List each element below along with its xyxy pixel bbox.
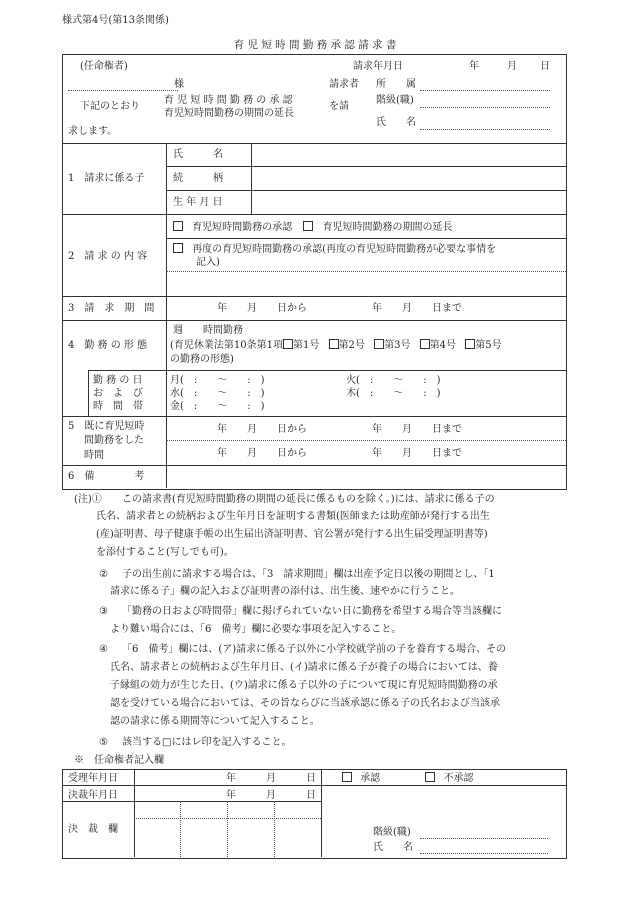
s4-no4: 第4号 [429, 340, 457, 351]
s2-label: 2 請 求 の 内 容 [68, 251, 148, 262]
checkbox-no3[interactable] [374, 339, 384, 349]
note-1-line-3: (産)証明書、母子健康手帳の出生届出済証明書、官公署が発行する出生届受理証明書等) [96, 529, 488, 540]
s3-to: 年 月 日まで [372, 303, 462, 314]
s4-week: 週 時間勤務 [173, 325, 243, 336]
s5-to-2: 年 月 日まで [372, 448, 462, 459]
s2-opt3-line2: 記入) [196, 257, 220, 268]
s5-from-1: 年 月 日から [217, 424, 307, 435]
appointer-section-title: ※ 任命権者記入欄 [74, 755, 164, 766]
s4-no3: 第3号 [384, 340, 411, 351]
s2-opt1: 育児短時間勤務の承認 [192, 222, 293, 233]
body-suffix: を請 [329, 101, 349, 112]
reject-label: 不承認 [443, 773, 474, 784]
day-tue: 火( : 〜 : ) [346, 375, 441, 386]
decided-ymd: 年 月 日 [226, 790, 316, 801]
note-4-line-2: 氏名、請求者との続柄および生年月日、(イ)請求に係る子が養子の場合においては、養 [110, 662, 498, 673]
days-label-1: 勤 務 の 日 [93, 375, 143, 386]
note-4-line-3: 子縁組の効力が生じた日、(ウ)請求に係る子以外の子について現に育児短時間勤務の承 [110, 680, 498, 691]
requester-label: 請求者 [329, 79, 359, 90]
note-3-mark: ③ [99, 606, 108, 617]
s3-label: 3 請 求 期 間 [68, 303, 155, 314]
decided-date-label: 決裁年月日 [68, 790, 118, 801]
request-date-label: 請求年月日 [353, 61, 403, 72]
child-birthdate-label: 生 年 月 日 [173, 197, 223, 208]
option-approval: 育 児 短 時 間 勤 務 の 承 認 [164, 95, 293, 106]
body-end: 求します。 [68, 126, 118, 137]
note-4-line-5: 認の請求に係る期間等について記入すること。 [110, 716, 320, 727]
checkbox-no5[interactable] [465, 339, 475, 349]
note-3-line-1: 「勤務の日および時間帯」欄に掲げられていない日に勤務を希望する場合等当該欄に [122, 606, 502, 617]
note-4-mark: ④ [99, 644, 108, 655]
note-1-line-1: この請求書(育児短時間勤務の期間の延長に係るものを除く。)には、請求に係る子の [122, 494, 495, 505]
page-title: 育 児 短 時 間 勤 務 承 認 請 求 書 [233, 39, 397, 51]
days-label-2: お よ び [93, 388, 143, 399]
day-fri: 金( : 〜 : ) [170, 401, 265, 412]
received-date-label: 受理年月日 [68, 773, 118, 784]
checkbox-extension[interactable] [303, 221, 313, 231]
appointer-name-label: 氏 名 [373, 842, 413, 853]
day-thu: 木( : 〜 : ) [346, 388, 441, 399]
note-4-line-1: 「6 備考」欄には、(ア)請求に係る子以外に小学校就学前の子を養育する場合、その [122, 644, 507, 655]
s5-to-1: 年 月 日まで [372, 424, 462, 435]
child-relation-label: 続 柄 [173, 173, 223, 184]
s6-label: 6 備 考 [68, 471, 145, 482]
s4-no2: 第2号 [338, 340, 365, 351]
s5-label-2: 間勤務をした [84, 435, 144, 446]
affiliation-label: 所 属 [376, 79, 416, 90]
name-label: 氏 名 [376, 117, 416, 128]
s4-form-end: の勤務の形態) [170, 354, 234, 365]
s4-law: (育児休業法第10条第1項 [170, 340, 283, 351]
kessai-label: 決 裁 欄 [68, 824, 118, 835]
s4-label: 4 勤 務 の 形 態 [68, 340, 148, 351]
appointer-grade-label: 階級(職) [373, 827, 411, 838]
s5-label-1: 5 既に育児短時 [68, 421, 145, 432]
form-number: 様式第4号(第13条関係) [62, 15, 169, 26]
days-label-3: 時 間 帯 [93, 401, 143, 412]
checkbox-approve[interactable] [342, 772, 352, 782]
note-2-mark: ② [99, 569, 108, 580]
checkbox-reapproval[interactable] [173, 243, 183, 253]
grade-label: 階級(職) [376, 95, 414, 106]
note-5-line-1: 該当する□にはレ印を記入すること。 [122, 737, 292, 748]
notes-prefix: (注)① [74, 494, 102, 505]
checkbox-no2[interactable] [329, 339, 339, 349]
sama-label: 様 [174, 79, 184, 90]
date-day: 日 [540, 61, 550, 72]
note-2-line-1: 子の出生前に請求する場合は、「3 請求期間」欄は出産予定日以後の期間とし、「1 [122, 569, 495, 580]
checkbox-no1[interactable] [283, 339, 293, 349]
body-prefix: 下記のとおり [80, 101, 140, 112]
appointer-label: (任命権者) [80, 61, 128, 72]
received-ymd: 年 月 日 [226, 773, 316, 784]
option-extension: 育児短時間勤務の期間の延長 [164, 108, 294, 119]
date-year: 年 [469, 61, 479, 72]
note-1-line-2: 氏名、請求者との続柄および生年月日を証明する書類(医師または助産師が発行する出生 [96, 511, 490, 522]
approval-row [342, 772, 474, 785]
s2-option-row2 [173, 243, 496, 256]
day-wed: 水( : 〜 : ) [170, 388, 265, 399]
s2-opt3: 再度の育児短時間勤務の承認(再度の育児短時間勤務が必要な事情を [192, 244, 497, 255]
s5-label-3: 時間 [84, 450, 104, 461]
note-1-line-4: を添付すること(写しでも可)。 [96, 547, 234, 558]
s5-from-2: 年 月 日から [217, 448, 307, 459]
checkbox-no4[interactable] [420, 339, 430, 349]
s4-no5: 第5号 [475, 340, 502, 351]
child-name-label: 氏 名 [173, 149, 223, 160]
checkbox-reject[interactable] [425, 772, 435, 782]
checkbox-approval[interactable] [173, 221, 183, 231]
note-3-line-2: より難い場合には、「6 備考」欄に必要な事項を記入すること。 [110, 624, 402, 635]
s4-no1: 第1号 [293, 340, 320, 351]
day-mon: 月( : 〜 : ) [170, 375, 265, 386]
approve-label: 承認 [360, 773, 381, 784]
s1-label: 1 請求に係る子 [68, 173, 145, 184]
s4-law-row [170, 339, 502, 352]
s2-opt2: 育児短時間勤務の期間の延長 [322, 222, 453, 233]
s3-from: 年 月 日から [217, 303, 307, 314]
date-month: 月 [507, 61, 517, 72]
note-2-line-2: 請求に係る子」欄の記入および証明書の添付は、出生後、速やかに行うこと。 [110, 586, 460, 597]
note-4-line-4: 認を受けている場合においては、その旨ならびに当該承認に係る子の氏名および当該承 [110, 698, 500, 709]
s2-option-row1 [173, 221, 453, 234]
note-5-mark: ⑤ [99, 737, 108, 748]
